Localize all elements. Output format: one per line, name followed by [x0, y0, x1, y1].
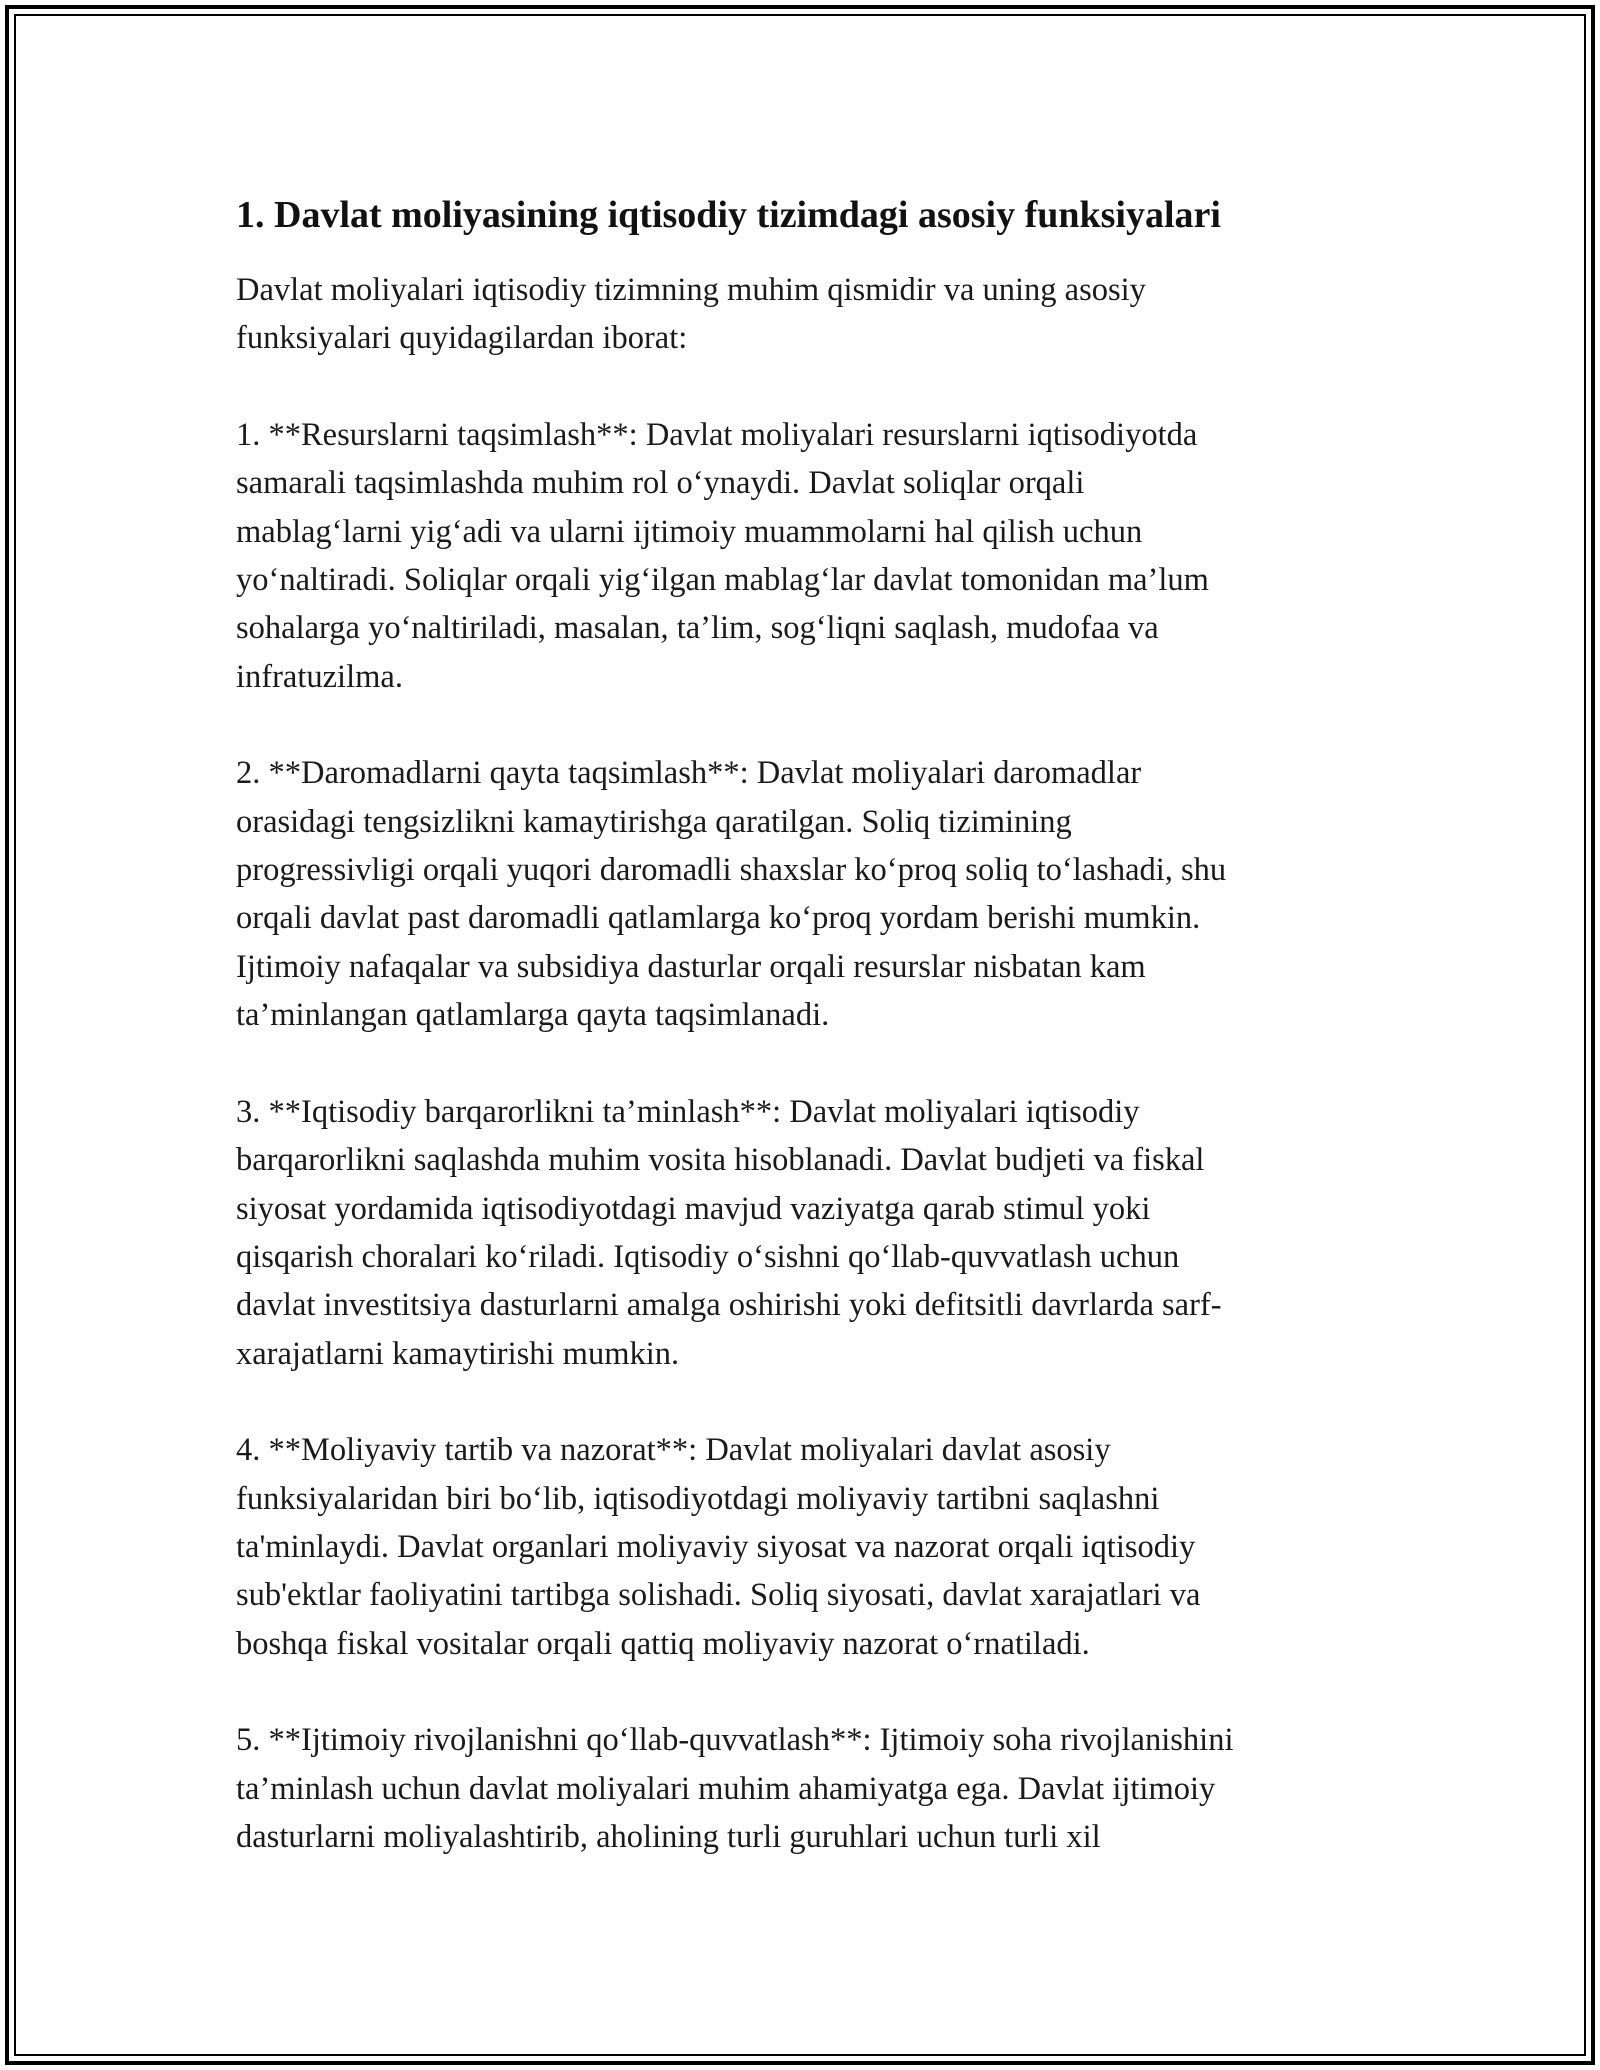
paragraph-economic-stability: 3. **Iqtisodiy barqarorlikni ta’minlash**: Davlat moliyalari iqtisodiy barqarorlikni saqlashda muhim vosita hisoblanadi. Davlat budjeti va fiskal siyosat yordamida iqtisodiyotdagi mavjud vaziyatga qarab stimul yoki qisqarish choralari ko‘riladi. Iqtisodiy o‘sishni qo‘llab-quvvatlash uchun davlat investitsiya dasturlarni amalga oshirishi yoki defitsitli davrlarda sarf- xarajatlarni kamaytirishi mumkin. [236, 1093, 1222, 1372]
paragraph-financial-control: 4. **Moliyaviy tartib va nazorat**: Davlat moliyalari davlat asosiy funksiyalaridan biri bo‘lib, iqtisodiyotdagi moliyaviy tartibni saqlashni ta'minlaydi. Davlat organlari moliyaviy siyosat va nazorat orqali iqtisodiy sub'ektlar faoliyatini tartibga solishadi. Soliq siyosati, davlat xarajatlari va boshqa fiskal vositalar orqali qattiq moliyaviy nazorat o‘rnatiladi. [236, 1432, 1201, 1662]
paragraph-social-development: 5. **Ijtimoiy rivojlanishni qo‘llab-quvvatlash**: Ijtimoiy soha rivojlanishini ta’minlash uchun davlat moliyalari muhim ahamiyatga ega. Davlat ijtimoiy dasturlarni moliyalashtirib, aholining turli guruhlari uchun turli xil [236, 1722, 1234, 1855]
document-title: 1. Davlat moliyasining iqtisodiy tizimdagi asosiy funksiyalari [236, 194, 1221, 236]
paragraph-resource-allocation: 1. **Resurslarni taqsimlash**: Davlat moliyalari resurslarni iqtisodiyotda samarali taqsimlashda muhim rol o‘ynaydi. Davlat soliqlar orqali mablag‘larni yig‘adi va ularni ijtimoiy muammolarni hal qilish uchun yo‘naltiradi. Soliqlar orqali yig‘ilgan mablag‘lar davlat tomonidan ma’lum sohalarga yo‘naltiriladi, masalan, ta’lim, sog‘liqni saqlash, mudofaa va infratuzilma. [236, 416, 1209, 695]
document-body [236, 189, 1376, 1909]
intro-paragraph: Davlat moliyalari iqtisodiy tizimning muhim qismidir va uning asosiy funksiyalari quyidagilardan iborat: [236, 272, 1146, 357]
paragraph-income-redistribution: 2. **Daromadlarni qayta taqsimlash**: Davlat moliyalari daromadlar orasidagi tengsizlikni kamaytirishga qaratilgan. Soliq tizimining progressivligi orqali yuqori daromadli shaxslar ko‘proq soliq to‘lashadi, shu orqali davlat past daromadli qatlamlarga ko‘proq yordam berishi mumkin. Ijtimoiy nafaqalar va subsidiya dasturlar orqali resurslar nisbatan kam ta’minlangan qatlamlarga qayta taqsimlanadi. [236, 755, 1227, 1034]
